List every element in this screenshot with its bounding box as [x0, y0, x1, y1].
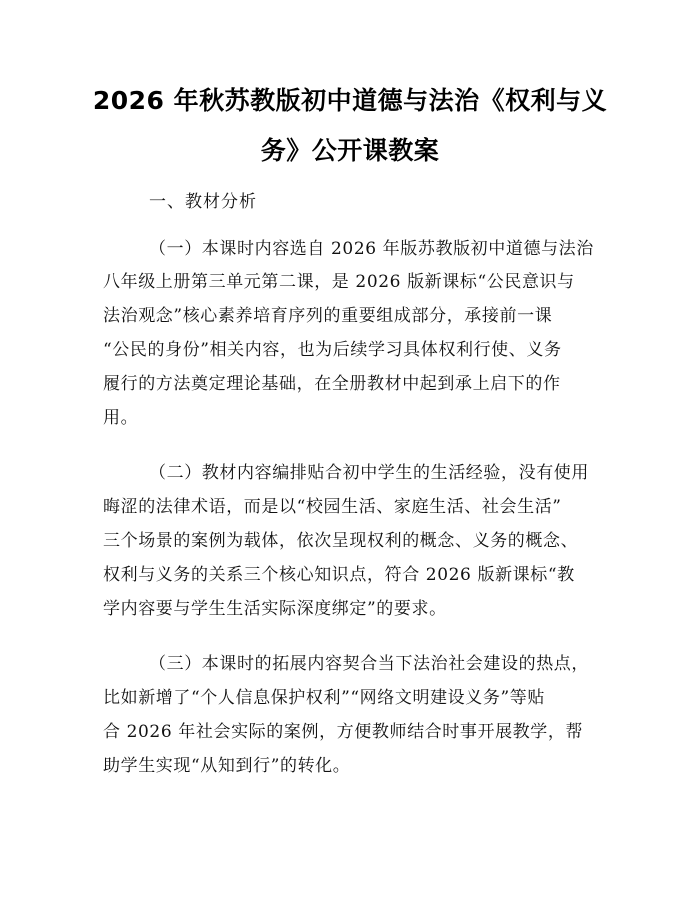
paragraph-line: 学内容要与学生生活实际深度绑定”的要求。	[103, 599, 447, 619]
paragraph-line: 履行的方法奠定理论基础，在全册教材中起到承上启下的作	[103, 374, 561, 394]
paragraph-line: 三个场景的案例为载体，依次呈现权利的概念、义务的概念、	[103, 531, 579, 551]
paragraph-line: 合 2026 年社会实际的案例，方便教师结合时事开展教学，帮	[103, 722, 584, 742]
document-title-line-1: 2026 年秋苏教版初中道德与法治《权利与义	[92, 86, 608, 115]
paragraph-line: “公民的身份”相关内容，也为后续学习具体权利行使、义务	[103, 340, 562, 360]
paragraph-line: 用。	[103, 408, 139, 428]
paragraph-line: （二）教材内容编排贴合初中学生的生活经验，没有使用	[149, 463, 589, 483]
paragraph-line: 法治观念”核心素养培育序列的重要组成部分，承接前一课	[103, 306, 553, 326]
paragraph-line: 助学生实现“从知到行”的转化。	[103, 756, 351, 776]
paragraph-line: 权利与义务的关系三个核心知识点，符合 2026 版新课标“教	[103, 565, 575, 585]
paragraph-line: 比如新增了“个人信息保护权利”“网络文明建设义务”等贴	[103, 688, 545, 708]
document-title-line-2: 务》公开课教案	[260, 136, 440, 165]
paragraph-line: 晦涩的法律术语，而是以“校园生活、家庭生活、社会生活”	[103, 497, 562, 517]
paragraph-line: 八年级上册第三单元第二课，是 2026 版新课标“公民意识与	[103, 272, 575, 292]
paragraph-line: （一）本课时内容选自 2026 年版苏教版初中道德与法治	[149, 239, 594, 259]
paragraph-line: （三）本课时的拓展内容契合当下法治社会建设的热点，	[149, 654, 589, 674]
section-heading: 一、教材分析	[149, 192, 257, 212]
